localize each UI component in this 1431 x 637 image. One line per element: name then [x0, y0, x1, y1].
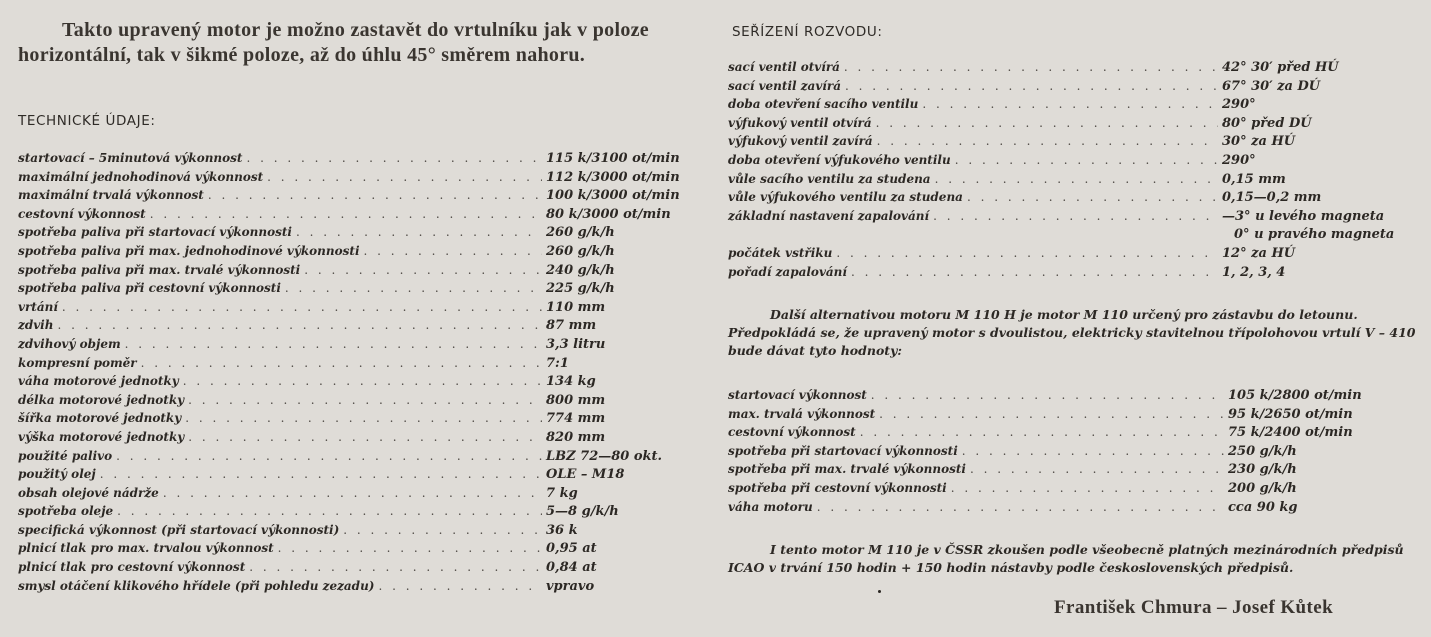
row-value: 3,3 litru: [546, 336, 606, 352]
data-row: [18, 486, 708, 505]
data-row: [18, 541, 708, 560]
leader-dots: [876, 116, 1218, 130]
row-label: spotřeba při max. trvalé výkonnosti: [728, 462, 966, 477]
leader-dots: [163, 486, 542, 500]
leader-dots: [845, 79, 1218, 93]
row-value: 0,15—0,2 mm: [1222, 190, 1322, 206]
row-label: spotřeba při startovací výkonnosti: [728, 443, 958, 458]
data-row: [728, 79, 1418, 98]
leader-dots: [951, 481, 1224, 495]
row-label: plnicí tlak pro max. trvalou výkonnost: [18, 541, 274, 556]
row-label: startovací výkonnost: [728, 388, 867, 402]
valve-timing-list: [728, 60, 1418, 283]
row-value: 800 mm: [546, 392, 606, 408]
data-row: [18, 560, 708, 579]
leader-dots: [285, 281, 542, 295]
row-label: sací ventil otvírá: [728, 60, 840, 74]
data-row: [728, 462, 1378, 481]
data-row: [18, 504, 708, 523]
row-label: výška motorové jednotky: [18, 429, 185, 444]
row-label: pořadí zapalování: [728, 264, 847, 279]
leader-dots: [851, 265, 1218, 279]
leader-dots: [967, 190, 1218, 204]
row-value: OLE – M18: [546, 467, 625, 483]
technical-data-list: [18, 151, 708, 597]
row-label: spotřeba paliva při startovací výkonnosti: [18, 225, 292, 240]
print-speck: [878, 590, 881, 593]
authors-signature: František Chmura – Josef Kůtek: [1054, 597, 1334, 618]
data-row: [728, 388, 1378, 407]
row-value: 36 k: [546, 522, 578, 538]
row-value: 0,95 at: [546, 541, 597, 557]
row-label: délka motorové jednotky: [18, 392, 185, 407]
row-value: 67° 30′ za DÚ: [1222, 78, 1321, 94]
row-value: 820 mm: [546, 429, 606, 445]
leader-dots: [188, 393, 542, 407]
leader-dots: [125, 337, 542, 351]
row-value: 80 k/3000 ot/min: [546, 206, 671, 222]
row-label: spotřeba oleje: [18, 504, 114, 519]
row-label: doba otevření výfukového ventilu: [728, 152, 951, 167]
data-row: [728, 190, 1418, 209]
row-label: maximální trvalá výkonnost: [18, 188, 204, 203]
data-row: [18, 263, 708, 282]
performance-list: [728, 388, 1378, 518]
data-row: [728, 425, 1378, 444]
row-value: —3° u levého magneta: [1222, 208, 1385, 224]
row-value: LBZ 72—80 okt.: [546, 448, 663, 464]
row-label: cestovní výkonnost: [728, 425, 856, 440]
data-row: [18, 356, 708, 375]
row-value: 5—8 g/k/h: [546, 504, 619, 520]
data-row: [18, 337, 708, 356]
data-row: [18, 225, 708, 244]
leader-dots: [100, 467, 542, 481]
leader-dots: [935, 172, 1218, 186]
leader-dots: [922, 97, 1218, 111]
leader-dots: [150, 207, 542, 221]
leader-dots: [208, 188, 542, 202]
row-label: startovací – 5minutová výkonnost: [18, 151, 243, 165]
data-row: [18, 300, 708, 319]
row-value: 110 mm: [546, 299, 606, 315]
row-value: 240 g/k/h: [546, 262, 615, 278]
row-label: max. trvalá výkonnost: [728, 406, 876, 421]
leader-dots: [962, 444, 1224, 458]
row-label: spotřeba paliva při max. jednohodinové výkonnosti: [18, 243, 360, 258]
row-label: počátek vstřiku: [728, 245, 833, 260]
leader-dots: [249, 560, 542, 574]
certification-paragraph: I tento motor M 110 je v ČSSR zkoušen podle všeobecně platných mezinárodních předpisů ICAO v trvání 150 hodin + 150 hodin nástavby podle československých předpisů.: [728, 542, 1404, 575]
row-value: 87 mm: [546, 318, 597, 334]
data-row: [728, 97, 1418, 116]
leader-dots: [62, 300, 542, 314]
row-value: 1, 2, 3, 4: [1222, 264, 1286, 280]
leader-dots: [970, 462, 1224, 476]
row-value: 105 k/2800 ot/min: [1228, 388, 1362, 403]
leader-dots: [860, 425, 1224, 439]
row-value: 80° před DÚ: [1222, 115, 1312, 131]
row-label: použité palivo: [18, 448, 113, 463]
leader-dots: [955, 153, 1218, 167]
row-value: 225 g/k/h: [546, 281, 615, 297]
row-label: spotřeba paliva při cestovní výkonnosti: [18, 281, 281, 296]
row-label: smysl otáčení klikového hřídele (při pohledu zezadu): [18, 578, 375, 593]
data-row: [728, 172, 1418, 191]
row-label: plnicí tlak pro cestovní výkonnost: [18, 560, 246, 575]
row-label: šířka motorové jednotky: [18, 411, 182, 426]
row-value: 7:1: [546, 355, 569, 371]
row-label: váha motorové jednotky: [18, 374, 179, 389]
data-row: [18, 393, 708, 412]
leader-dots: [879, 407, 1224, 421]
leader-dots: [933, 209, 1218, 223]
leader-dots: [57, 318, 542, 332]
data-row: [18, 244, 708, 263]
row-label: kompresní poměr: [18, 355, 137, 370]
data-row: [728, 500, 1378, 519]
row-value: cca 90 kg: [1228, 499, 1298, 515]
row-value: 7 kg: [546, 485, 578, 501]
row-label: zdvihový objem: [18, 336, 121, 351]
row-value: 230 g/k/h: [1228, 462, 1297, 478]
data-row: [18, 430, 708, 449]
row-value: vpravo: [546, 578, 595, 594]
data-row: [18, 523, 708, 542]
data-row: [728, 481, 1378, 500]
row-label: cestovní výkonnost: [18, 206, 146, 221]
row-value: 95 k/2650 ot/min: [1228, 406, 1353, 422]
leader-dots: [116, 449, 542, 463]
timing-extra-line: 0° u pravého magneta: [1234, 227, 1395, 243]
row-value: 290°: [1222, 152, 1256, 168]
data-row: [18, 318, 708, 337]
leader-dots: [378, 579, 542, 593]
leader-dots: [117, 504, 542, 518]
row-label: obsah olejové nádrže: [18, 485, 159, 500]
leader-dots: [183, 374, 542, 388]
data-row: [18, 579, 708, 598]
row-value: 290°: [1222, 97, 1256, 113]
leader-dots: [877, 134, 1218, 148]
data-row: [728, 265, 1418, 284]
row-value: 260 g/k/h: [546, 225, 615, 241]
row-label: vůle výfukového ventilu za studena: [728, 190, 963, 205]
leader-dots: [871, 388, 1224, 402]
data-row: [18, 411, 708, 430]
leader-dots: [343, 523, 542, 537]
intro-paragraph: Takto upravený motor je možno zastavět do vrtulníku jak v poloze horizontální, tak v šikmé poloze, až do úhlu 45° směrem nahoru.: [18, 19, 649, 66]
data-row: [728, 246, 1418, 265]
row-value: 134 kg: [546, 374, 596, 390]
alternative-paragraph: Další alternativou motoru M 110 H je motor M 110 určený pro zástavbu do letounu. Předpokládá se, že upravený motor s dvoulistou, elektricky stavitelnou třípolohovou vrtulí V – 410 bude dávat tyto hodnoty:: [728, 307, 1416, 358]
row-label: výfukový ventil zavírá: [728, 134, 873, 149]
row-label: spotřeba paliva při max. trvalé výkonnosti: [18, 262, 301, 277]
data-row: [18, 467, 708, 486]
leader-dots: [836, 246, 1218, 260]
row-label: výfukový ventil otvírá: [728, 115, 872, 130]
data-row: [728, 134, 1418, 153]
row-label: základní nastavení zapalování: [728, 208, 930, 223]
leader-dots: [304, 263, 542, 277]
row-label: váha motoru: [728, 499, 813, 514]
row-value: 100 k/3000 ot/min: [546, 188, 680, 204]
data-row: [728, 153, 1418, 172]
leader-dots: [188, 430, 542, 444]
row-label: vůle sacího ventilu za studena: [728, 171, 931, 186]
data-row: [18, 281, 708, 300]
row-value: 30° za HÚ: [1222, 134, 1296, 150]
leader-dots: [296, 225, 542, 239]
data-row: [18, 207, 708, 226]
leader-dots: [246, 151, 542, 165]
leader-dots: [364, 244, 543, 258]
data-row: [728, 444, 1378, 463]
leader-dots: [278, 541, 542, 555]
leader-dots: [185, 411, 542, 425]
data-row: [728, 407, 1378, 426]
row-value: 42° 30′ před HÚ: [1222, 60, 1339, 75]
data-row: [728, 60, 1418, 79]
leader-dots: [141, 356, 542, 370]
row-value: 112 k/3000 ot/min: [546, 169, 680, 185]
row-value: 250 g/k/h: [1228, 443, 1297, 459]
leader-dots: [267, 170, 542, 184]
row-value: 0,84 at: [546, 560, 597, 576]
data-row: [18, 151, 708, 170]
row-label: použitý olej: [18, 467, 96, 482]
technical-data-heading: TECHNICKÉ ÚDAJE:: [18, 113, 156, 129]
data-row: [18, 449, 708, 468]
row-label: specifická výkonnost (při startovací výkonnosti): [18, 522, 340, 537]
row-value: 75 k/2400 ot/min: [1228, 425, 1353, 441]
row-label: zdvih: [18, 318, 54, 333]
row-label: spotřeba při cestovní výkonnosti: [728, 480, 947, 495]
leader-dots: [817, 500, 1224, 514]
valve-timing-heading: SEŘÍZENÍ ROZVODU:: [732, 24, 883, 40]
row-value: 115 k/3100 ot/min: [546, 151, 680, 166]
leader-dots: [844, 60, 1218, 74]
row-value: 0,15 mm: [1222, 171, 1286, 187]
row-label: maximální jednohodinová výkonnost: [18, 169, 264, 184]
data-row: [18, 374, 708, 393]
row-value: 260 g/k/h: [546, 243, 615, 259]
row-label: doba otevření sacího ventilu: [728, 97, 919, 112]
data-row: [18, 188, 708, 207]
row-value: 774 mm: [546, 411, 606, 427]
data-row: [728, 116, 1418, 135]
row-label: vrtání: [18, 299, 58, 314]
data-row: [18, 170, 708, 189]
row-value: 12° za HÚ: [1222, 245, 1296, 261]
row-value: 200 g/k/h: [1228, 480, 1297, 496]
row-label: sací ventil zavírá: [728, 78, 841, 93]
data-row: [728, 209, 1418, 228]
